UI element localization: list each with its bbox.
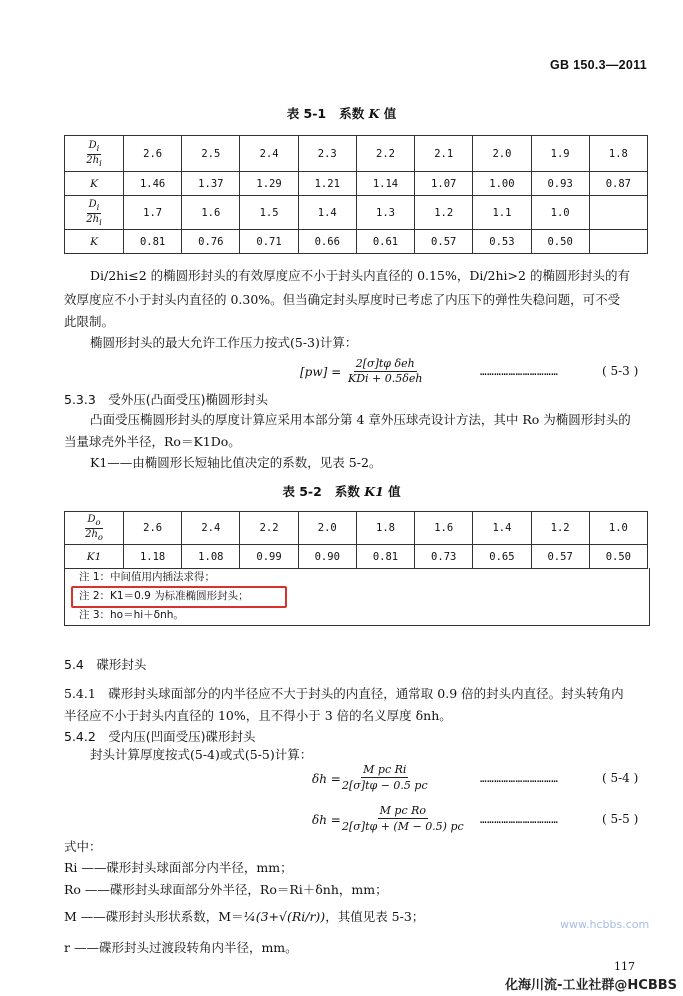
equation-denominator: 2[σ]tφ + (M − 0.5) pc — [342, 820, 464, 833]
equation-numerator: M pc Ro — [379, 804, 427, 817]
ratio-cell: 1.0 — [589, 512, 647, 545]
ratio-header: $\frac{D_o}{2h_o}$ — [65, 512, 124, 545]
equation-dots: …………………………… — [480, 365, 559, 378]
definition-ri: Ri ——碟形封头球面部分内半径，mm； — [64, 860, 293, 875]
k1-header: K1 — [65, 545, 124, 569]
k-value-cell: 1.14 — [356, 172, 414, 196]
equation-numerator: 2[σ]tφ δeh — [355, 357, 415, 370]
table-row — [65, 230, 648, 254]
ratio-cell: 2.0 — [298, 512, 356, 545]
ratio-cell: 1.6 — [182, 196, 240, 230]
equation-lhs: δh = — [312, 813, 341, 827]
ratio-cell: 1.7 — [124, 196, 182, 230]
ratio-cell: 2.2 — [356, 136, 414, 172]
k1-value-cell: 0.99 — [240, 545, 298, 569]
k-value-cell: 1.21 — [298, 172, 356, 196]
k-value-cell: 1.29 — [240, 172, 298, 196]
k-header: K — [65, 172, 124, 196]
paragraph-line: K1——由椭圆形长短轴比值决定的系数，见表 5-2。 — [90, 455, 382, 470]
k-value-cell: 0.57 — [415, 230, 473, 254]
ratio-cell: 1.6 — [415, 512, 473, 545]
table-5-1 — [64, 135, 648, 254]
k1-value-cell: 1.08 — [182, 545, 240, 569]
ratio-cell: 2.1 — [415, 136, 473, 172]
ratio-cell: 1.4 — [298, 196, 356, 230]
table-5-2 — [64, 511, 648, 569]
paragraph-thickness-limit — [64, 265, 664, 287]
ratio-cell — [589, 196, 647, 230]
k-value-cell — [589, 230, 647, 254]
ratio-cell: 1.9 — [531, 136, 589, 172]
k-value-cell: 0.66 — [298, 230, 356, 254]
k-value-cell: 1.46 — [124, 172, 182, 196]
table-row — [65, 136, 648, 172]
definition-m — [64, 906, 424, 928]
caption-suffix: 值 — [383, 106, 397, 121]
k-value-cell: 1.37 — [182, 172, 240, 196]
k-value-cell: 0.61 — [356, 230, 414, 254]
note-2-highlight-box — [71, 586, 287, 608]
section-5-4-heading: 5.4 碟形封头 — [64, 657, 147, 672]
k1-value-cell: 0.73 — [415, 545, 473, 569]
table-row — [65, 196, 648, 230]
equation-numerator: M pc Ri — [363, 763, 407, 776]
paragraph-line: 此限制。 — [64, 314, 115, 329]
note-2: 注 2：K1＝0.9 为标准椭圆形封头； — [79, 590, 249, 602]
ratio-cell: 2.0 — [473, 136, 531, 172]
ratio-cell: 2.3 — [298, 136, 356, 172]
paragraph-line: 凸面受压椭圆形封头的厚度计算应采用本部分第 4 章外压球壳设计方法，其中 Ro 为椭圆形封头的 — [90, 412, 631, 427]
caption-name: 系数 — [339, 106, 365, 121]
definition-ro: Ro ——碟形封头球面部分外半径，Ro＝Ri＋δnh，mm； — [64, 882, 388, 897]
watermark: 化海川流-工业社群@HCBBS — [505, 978, 677, 993]
section-5-3-3-heading: 5.3.3 受外压(凸面受压)椭圆形封头 — [64, 392, 269, 407]
paragraph-line: 效厚度应不小于封头内直径的 0.30%。但当确定封头厚度时已考虑了内压下的弹性失稳问题，可不受 — [64, 292, 621, 307]
k1-value-cell: 0.57 — [531, 545, 589, 569]
k1-value-cell: 0.50 — [589, 545, 647, 569]
ratio-cell: 1.1 — [473, 196, 531, 230]
equation-denominator: 2[σ]tφ − 0.5 pc — [342, 779, 428, 792]
k-value-cell: 1.00 — [473, 172, 531, 196]
ratio-cell: 1.2 — [531, 512, 589, 545]
definition-m-prefix: M ——碟形封头形状系数，M＝ — [64, 909, 244, 924]
ratio-header: $\frac{D_i}{2h_i}$ — [65, 196, 124, 230]
caption-number: 表 5-2 — [282, 484, 322, 499]
ratio-cell: 2.4 — [240, 136, 298, 172]
k-value-cell: 0.50 — [531, 230, 589, 254]
paragraph-line: 封头计算厚度按式(5-4)或式(5-5)计算： — [90, 747, 313, 762]
k-header: K — [65, 230, 124, 254]
k1-value-cell: 0.81 — [356, 545, 414, 569]
note-3: 注 3：ho＝hi＋δnh。 — [79, 609, 184, 621]
paragraph-line: 半径应不小于封头内直径的 10%，且不得小于 3 倍的名义厚度 δnh。 — [64, 708, 452, 723]
ratio-cell: 1.2 — [415, 196, 473, 230]
paragraph-mawp: 椭圆形封头的最大允许工作压力按式(5-3)计算： — [90, 335, 358, 350]
ratio-cell: 2.4 — [182, 512, 240, 545]
equation-number: ( 5-3 ) — [602, 364, 639, 378]
definitions-intro: 式中： — [64, 839, 102, 854]
table-row — [65, 172, 648, 196]
caption-symbol: K — [368, 106, 380, 121]
caption-number: 表 5-1 — [286, 106, 327, 121]
ratio-cell: 1.5 — [240, 196, 298, 230]
equation-number: ( 5-4 ) — [602, 771, 639, 785]
ratio-cell: 2.2 — [240, 512, 298, 545]
k1-value-cell: 1.18 — [124, 545, 182, 569]
ratio-cell: 2.5 — [182, 136, 240, 172]
ratio-header: $\frac{D_i}{2h_i}$ — [65, 136, 124, 172]
caption-symbol: K1 — [364, 484, 384, 499]
equation-dots: …………………………… — [480, 813, 559, 826]
k-value-cell: 1.07 — [415, 172, 473, 196]
ratio-cell: 1.3 — [356, 196, 414, 230]
paragraph-line: 当量球壳外半径，Ro＝K1Do。 — [64, 434, 241, 449]
paragraph-line: Di/2hi≤2 的椭圆形封头的有效厚度应不小于封头内直径的 0.15%，Di/2hi>2 的椭圆形封头的有 — [90, 268, 630, 283]
caption-suffix: 值 — [388, 484, 401, 499]
k-value-cell: 0.71 — [240, 230, 298, 254]
k1-value-cell: 0.90 — [298, 545, 356, 569]
ratio-cell: 1.0 — [531, 196, 589, 230]
equation-fraction — [342, 762, 428, 793]
k-value-cell: 0.81 — [124, 230, 182, 254]
k-value-cell: 0.93 — [531, 172, 589, 196]
equation-denominator: KDi + 0.5δeh — [348, 372, 423, 385]
equation-number: ( 5-5 ) — [602, 812, 639, 826]
ratio-cell: 1.8 — [589, 136, 647, 172]
k1-value-cell: 0.65 — [473, 545, 531, 569]
watermark-faint: www.hcbbs.com — [560, 918, 650, 931]
ratio-cell: 1.4 — [473, 512, 531, 545]
page-number: 117 — [614, 960, 635, 973]
ratio-cell: 2.6 — [124, 136, 182, 172]
table-row — [65, 545, 648, 569]
definition-m-suffix: ，其值见表 5-3； — [325, 909, 425, 924]
paragraph-line: 5.4.1 碟形封头球面部分的内半径应不大于封头的内直径，通常取 0.9 倍的封头内直径。封头转角内 — [64, 686, 624, 701]
table-row — [65, 512, 648, 545]
definition-m-formula: ¼(3+√(Ri/r)) — [243, 909, 326, 924]
k-value-cell: 0.87 — [589, 172, 647, 196]
section-5-4-2-heading: 5.4.2 受内压(凹面受压)碟形封头 — [64, 729, 256, 744]
standard-code: GB 150.3—2011 — [549, 58, 647, 72]
table-5-1-caption — [0, 104, 683, 122]
ratio-cell: 2.6 — [124, 512, 182, 545]
k-value-cell: 0.76 — [182, 230, 240, 254]
table-5-2-caption — [0, 482, 683, 500]
equation-lhs: [pw] = — [300, 365, 342, 379]
equation-fraction — [342, 803, 464, 834]
ratio-cell: 1.8 — [356, 512, 414, 545]
equation-dots: …………………………… — [480, 772, 559, 785]
equation-lhs: δh = — [312, 772, 341, 786]
definition-r: r ——碟形封头过渡段转角内半径，mm。 — [64, 940, 298, 955]
k-value-cell: 0.53 — [473, 230, 531, 254]
note-1: 注 1：中间值用内插法求得； — [79, 571, 216, 583]
equation-fraction — [348, 357, 422, 386]
caption-name: 系数 — [334, 484, 360, 499]
